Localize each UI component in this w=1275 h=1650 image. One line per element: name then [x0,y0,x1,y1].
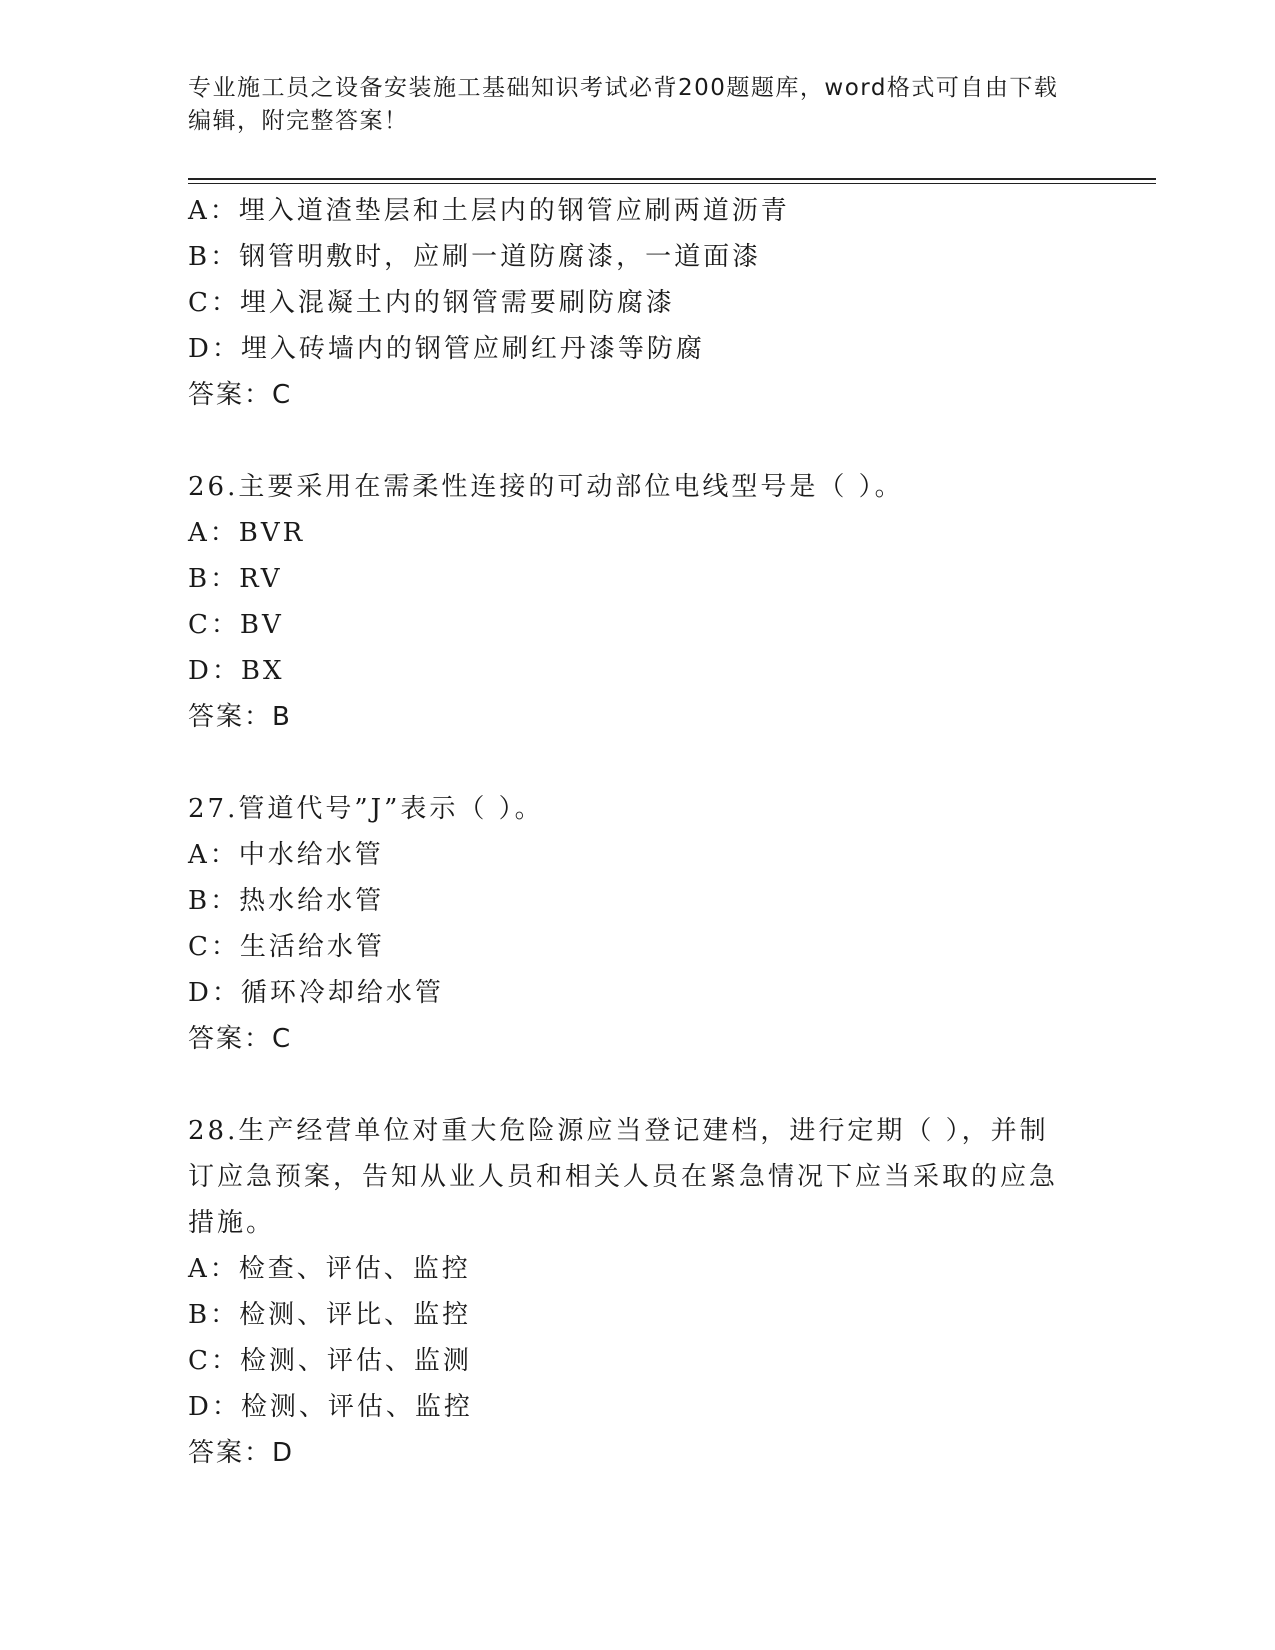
answer: 答案：C [188,380,293,410]
question-text: 28.生产经营单位对重大危险源应当登记建档，进行定期（ ），并制订应急预案，告知从业人员和相关人员在紧急情况下应当采取的应急措施。 [188,1116,1059,1238]
option-c: C：埋入混凝土内的钢管需要刷防腐漆 [188,288,675,318]
option-b: B：钢管明敷时，应刷一道防腐漆，一道面漆 [188,242,762,272]
question-26 [188,464,1068,740]
option-c: C：检测、评估、监测 [188,1346,472,1376]
option-c: C：生活给水管 [188,932,385,962]
header-divider-thick [188,178,1156,180]
answer: 答案：C [188,1024,293,1054]
option-b: B：RV [188,564,283,594]
question-27 [188,786,1068,1062]
option-a: A：中水给水管 [188,840,384,870]
option-d: D：检测、评估、监控 [188,1392,473,1422]
option-a: A：检查、评估、监控 [188,1254,471,1284]
option-d: D：循环冷却给水管 [188,978,444,1008]
option-b: B：检测、评比、监控 [188,1300,472,1330]
option-d: D：BX [188,656,285,686]
option-b: B：热水给水管 [188,886,385,916]
header-divider-thin [188,183,1156,184]
option-d: D：埋入砖墙内的钢管应刷红丹漆等防腐 [188,334,705,364]
answer: 答案：D [188,1438,295,1468]
option-a: A：BVR [188,518,306,548]
option-a: A：埋入道渣垫层和土层内的钢管应刷两道沥青 [188,196,790,226]
question-text: 27.管道代号”J”表示（ ）。 [188,794,544,824]
answer: 答案：B [188,702,292,732]
question-text: 26.主要采用在需柔性连接的可动部位电线型号是（ ）。 [188,472,904,502]
document-header: 专业施工员之设备安装施工基础知识考试必背200题题库，word格式可自由下载编辑，附完整答案！ [188,75,1059,134]
question-25 [188,188,1068,418]
option-c: C：BV [188,610,284,640]
question-list [188,188,1068,1476]
question-28 [188,1108,1068,1476]
